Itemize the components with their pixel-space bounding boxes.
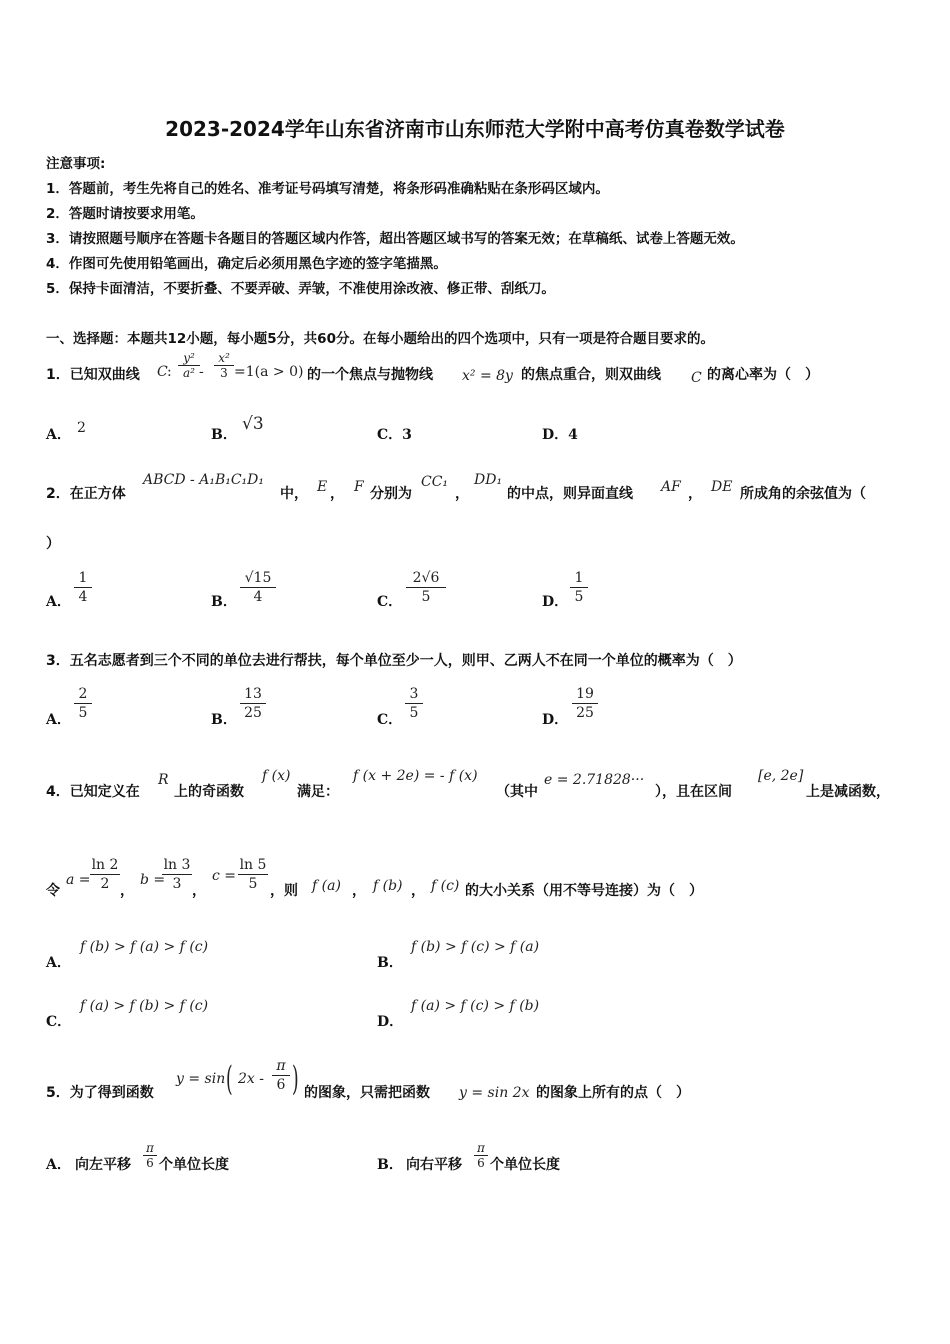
q5-option-b-label: B． — [377, 1157, 403, 1173]
q4-c-fraction — [238, 856, 268, 893]
frac-den: 5 — [248, 876, 258, 892]
frac-num: 13 — [244, 686, 262, 702]
q2-point-f: F — [354, 479, 364, 495]
frac-den: 4 — [78, 589, 88, 605]
q2-line-de: DE — [711, 479, 733, 495]
q4-interval: [e, 2e] — [758, 768, 804, 784]
frac-den: 25 — [244, 705, 262, 721]
q3-option-a-label: A． — [46, 712, 71, 728]
q4-text: 上的奇函数 — [174, 784, 244, 800]
frac-num: √15 — [244, 570, 272, 586]
q3-option-a-fraction — [74, 685, 92, 722]
q1-parabola: x² = 8y — [462, 368, 513, 384]
q3-option-d-fraction — [572, 685, 598, 722]
q2-close-paren: ） — [46, 536, 60, 552]
frac-den: 5 — [574, 589, 584, 605]
frac-den: 2 — [100, 876, 110, 892]
note-item: 2．答题时请按要求用笔。 — [46, 206, 204, 222]
note-item: 1．答题前，考生先将自己的姓名、准考证号码填写清楚，将条形码准确粘贴在条形码区域内。 — [46, 181, 609, 197]
q4-text: 满足： — [297, 784, 339, 800]
q1-curve-name: C — [157, 364, 168, 380]
q4-option-c-label: C． — [46, 1014, 72, 1030]
q3-option-b-fraction — [240, 685, 266, 722]
frac-den: 4 — [253, 589, 263, 605]
q2-option-d-label: D． — [542, 594, 569, 610]
frac-num: 2 — [78, 686, 88, 702]
q4-option-c-value: f (a) > f (b) > f (c) — [80, 998, 209, 1014]
q2-point-e: E — [317, 479, 328, 495]
q2-option-d-fraction — [570, 569, 588, 606]
q2-line-af: AF — [661, 479, 681, 495]
q5-option-a-fraction — [143, 1141, 157, 1170]
q2-option-a-fraction — [74, 569, 92, 606]
q5-pi-over-6 — [272, 1057, 290, 1094]
notes-heading: 注意事项: — [46, 156, 106, 172]
q4-option-d-value: f (a) > f (c) > f (b) — [411, 998, 540, 1014]
q5-y-sin: y = sin — [176, 1071, 226, 1087]
q1-option-a-value: 2 — [77, 420, 86, 436]
q4-option-b-label: B． — [377, 955, 403, 971]
q5-text: 的图象上所有的点（ ） — [536, 1085, 690, 1101]
q1-text: 的焦点重合，则双曲线 — [521, 367, 661, 383]
frac-num: ln 3 — [163, 857, 191, 873]
frac-num: 1 — [78, 570, 88, 586]
q4-separator: ， — [352, 883, 366, 899]
q2-text: 所成角的余弦值为（ — [740, 486, 866, 502]
q4-option-b-value: f (b) > f (c) > f (a) — [411, 939, 540, 955]
q5-left-paren: ( — [226, 1059, 233, 1099]
q1-option-b-value: √3 — [242, 414, 264, 434]
note-item: 4．作图可先使用铅笔画出，确定后必须用黑色字迹的签字笔描黑。 — [46, 256, 447, 272]
q2-intro: 2．在正方体 — [46, 486, 126, 502]
q4-a-lhs: a = — [66, 872, 91, 888]
q1-option-d-label: D．4 — [542, 427, 578, 443]
q5-text: 的图象，只需把函数 — [304, 1085, 430, 1101]
q2-segment-dd1: DD₁ — [474, 472, 503, 488]
frac-num: π — [477, 1141, 485, 1155]
q4-set-r: R — [158, 772, 169, 788]
note-item: 3．请按照题号顺序在答题卡各题目的答题区域内作答，超出答题区域书写的答案无效；在草稿纸、试卷上答题无效。 — [46, 231, 744, 247]
q2-text: 的中点，则异面直线 — [507, 486, 633, 502]
q1-option-b-label: B． — [211, 427, 237, 443]
q1-fraction-x2-3 — [214, 351, 234, 380]
q4-fb: f (b) — [373, 878, 403, 894]
q4-b-lhs: b = — [140, 872, 166, 888]
q4-text: ，则 — [270, 883, 298, 899]
frac-num: ln 2 — [91, 857, 119, 873]
q1-fraction-y2-a2 — [178, 351, 200, 380]
q5-option-b-fraction — [474, 1141, 488, 1170]
frac-num: 1 — [574, 570, 584, 586]
q5-inner: 2x - — [238, 1071, 264, 1087]
q4-b-fraction — [162, 856, 192, 893]
q4-let: 令 — [46, 883, 60, 899]
q1-frac-den: 3 — [220, 366, 228, 380]
q1-text: 的一个焦点与抛物线 — [307, 367, 433, 383]
q5-option-b-post: 个单位长度 — [490, 1157, 560, 1173]
frac-num: π — [276, 1058, 286, 1074]
q4-text: ），且在区间 — [655, 784, 732, 800]
q4-option-a-label: A． — [46, 955, 71, 971]
q2-comma: ， — [455, 486, 469, 502]
frac-num: 3 — [409, 686, 419, 702]
q1-frac-num: y² — [183, 351, 195, 365]
frac-num: π — [146, 1141, 154, 1155]
q5-right-paren: ) — [292, 1059, 299, 1099]
q1-frac-den: a² — [183, 366, 195, 380]
q4-separator: ， — [192, 883, 206, 899]
q2-option-c-fraction — [406, 569, 446, 606]
q4-intro: 4．已知定义在 — [46, 784, 140, 800]
q2-cube: ABCD - A₁B₁C₁D₁ — [143, 472, 265, 488]
q4-e-value: e = 2.71828··· — [544, 772, 645, 788]
q2-text: 中， — [280, 486, 308, 502]
q3-text: 3．五名志愿者到三个不同的单位去进行帮扶，每个单位至少一人，则甲、乙两人不在同一个单位的概率为（ ） — [46, 653, 742, 669]
frac-den: 25 — [576, 705, 594, 721]
q2-comma: ， — [688, 486, 702, 502]
q4-text: 的大小关系（用不等号连接）为（ ） — [465, 883, 703, 899]
q1-option-c-label: C．3 — [377, 427, 412, 443]
q2-option-c-label: C． — [377, 594, 403, 610]
q3-option-c-label: C． — [377, 712, 403, 728]
q5-y-sin2x: y = sin 2x — [459, 1085, 530, 1101]
q1-option-a-label: A． — [46, 427, 71, 443]
q2-text: 分别为 — [370, 486, 412, 502]
q2-segment-cc1: CC₁ — [421, 474, 449, 490]
frac-den: 5 — [421, 589, 431, 605]
page-title: 2023-2024学年山东省济南市山东师范大学附中高考仿真卷数学试卷 — [165, 117, 785, 141]
q3-option-c-fraction — [405, 685, 423, 722]
frac-den: 6 — [477, 1156, 485, 1170]
frac-num: ln 5 — [239, 857, 267, 873]
q4-fc: f (c) — [431, 878, 460, 894]
frac-num: 2√6 — [412, 570, 440, 586]
frac-den: 3 — [172, 876, 182, 892]
q2-option-b-fraction — [240, 569, 276, 606]
q1-colon: : — [167, 364, 172, 380]
frac-num: 19 — [576, 686, 594, 702]
q1-frac-num: x² — [218, 351, 230, 365]
q1-minus: - — [199, 364, 204, 380]
q1-text: 的离心率为（ ） — [707, 367, 819, 383]
q2-option-b-label: B． — [211, 594, 237, 610]
q4-separator: ， — [411, 883, 425, 899]
section-heading: 一、选择题：本题共12小题，每小题5分，共60分。在每小题给出的四个选项中，只有一项是符合题目要求的。 — [46, 331, 714, 347]
q2-option-a-label: A． — [46, 594, 71, 610]
q4-fa: f (a) — [312, 878, 341, 894]
q4-a-fraction — [90, 856, 120, 893]
frac-den: 6 — [276, 1077, 286, 1093]
q2-comma: ， — [330, 486, 344, 502]
q1-equals: =1(a > 0) — [234, 364, 304, 380]
q4-c-lhs: c = — [212, 868, 237, 884]
q5-option-a-post: 个单位长度 — [159, 1157, 229, 1173]
q5-option-b-pre: 向右平移 — [406, 1157, 462, 1173]
q4-separator: ， — [120, 883, 134, 899]
q4-option-d-label: D． — [377, 1014, 404, 1030]
q3-option-b-label: B． — [211, 712, 237, 728]
q4-option-a-value: f (b) > f (a) > f (c) — [80, 939, 209, 955]
q4-relation: f (x + 2e) = - f (x) — [353, 768, 478, 784]
q4-text: 上是减函数， — [806, 784, 890, 800]
q3-option-d-label: D． — [542, 712, 569, 728]
frac-den: 5 — [78, 705, 88, 721]
q5-option-a-label: A． — [46, 1157, 71, 1173]
frac-den: 6 — [146, 1156, 154, 1170]
q5-intro: 5．为了得到函数 — [46, 1085, 154, 1101]
frac-den: 5 — [409, 705, 419, 721]
note-item: 5．保持卡面清洁，不要折叠、不要弄破、弄皱，不准使用涂改液、修正带、刮纸刀。 — [46, 281, 555, 297]
q4-func: f (x) — [262, 768, 291, 784]
q1-intro: 1．已知双曲线 — [46, 367, 140, 383]
q4-text: （其中 — [496, 784, 538, 800]
q5-option-a-pre: 向左平移 — [75, 1157, 131, 1173]
q1-curve-name: C — [691, 370, 702, 386]
